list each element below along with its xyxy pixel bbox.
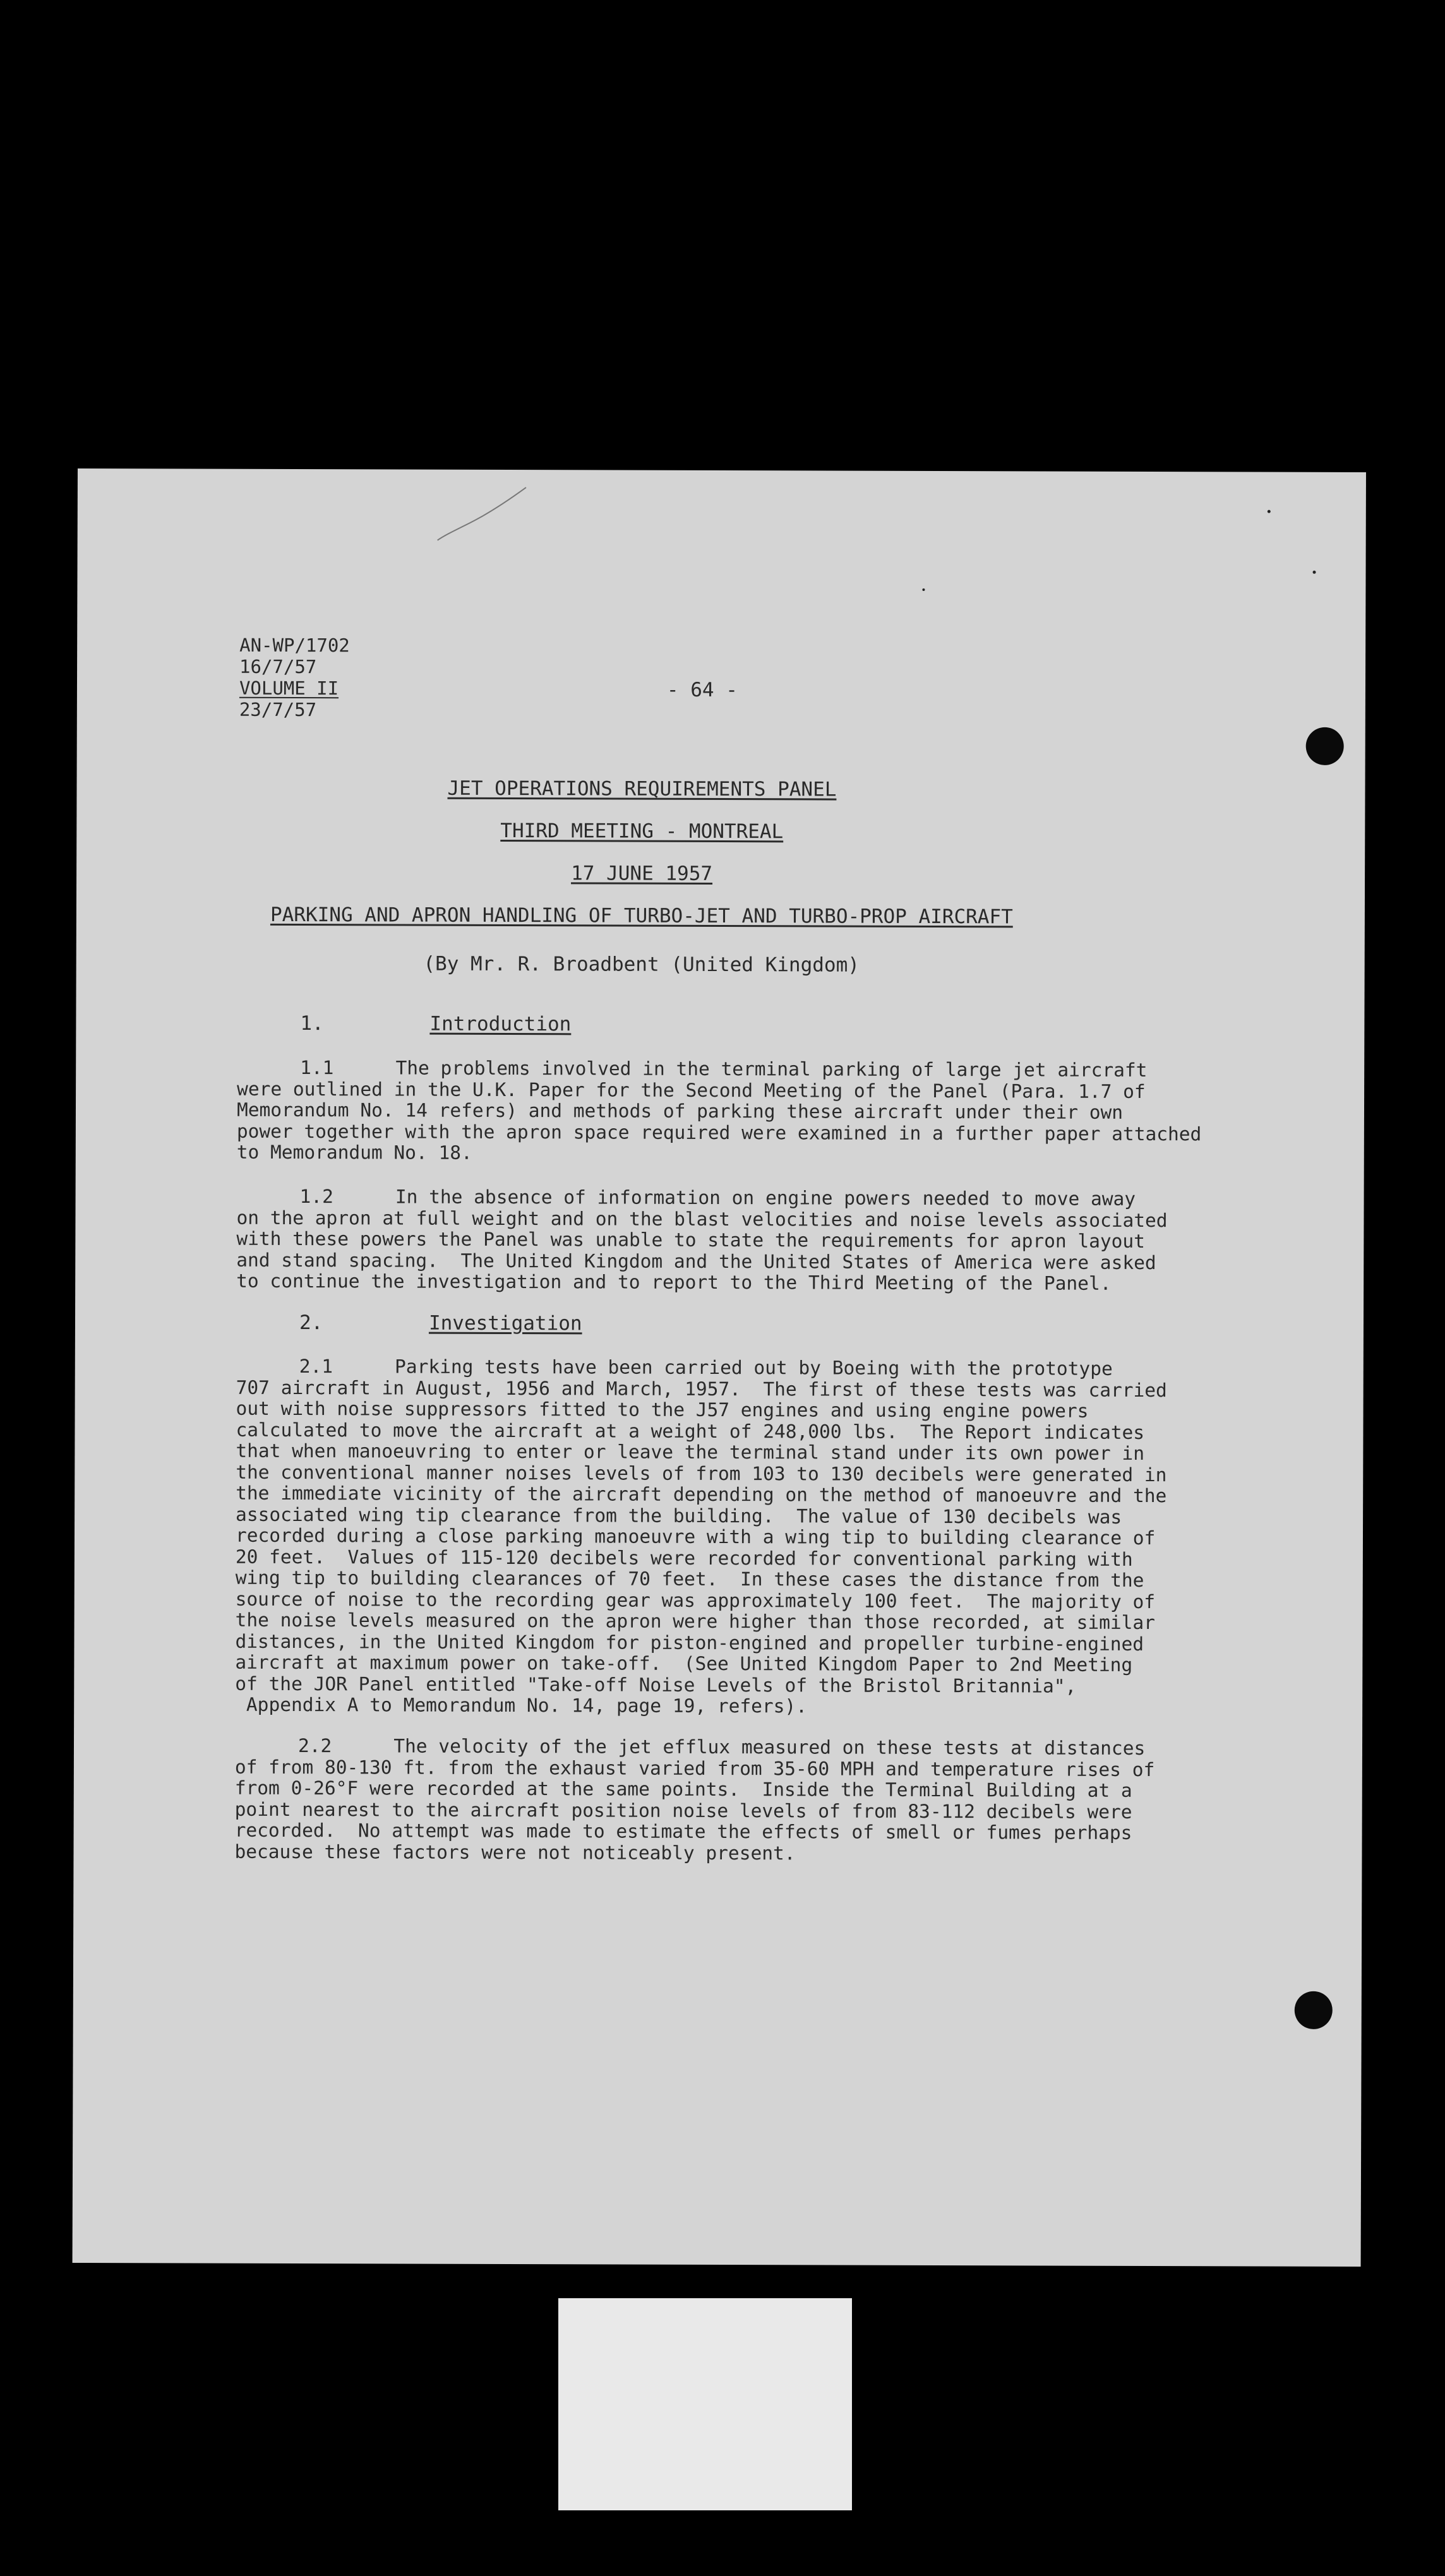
paragraph-line: of the JOR Panel entitled "Take-off Noise Levels of the Bristol Britannia", <box>235 1673 1077 1697</box>
document-reference <box>239 635 350 721</box>
pen-mark <box>431 482 532 546</box>
paragraph-number: 1.2 <box>299 1186 333 1208</box>
panel-heading: JET OPERATIONS REQUIREMENTS PANEL <box>447 777 837 801</box>
paragraph-line: point nearest to the aircraft position noise levels of from 83-112 decibels were <box>234 1798 1132 1823</box>
section-title: Investigation <box>428 1311 582 1335</box>
paragraph-number: 2.1 <box>299 1356 333 1378</box>
paragraph <box>236 1186 1168 1295</box>
paragraph-line: recorded during a close parking manoeuvre with a wing tip to building clearance of <box>235 1524 1156 1549</box>
reference-volume: VOLUME II <box>239 677 339 700</box>
paper-title: PARKING AND APRON HANDLING OF TURBO-JET AND TURBO-PROP AIRCRAFT <box>270 903 1013 929</box>
paragraph-line: on the apron at full weight and on the blast velocities and noise levels associated <box>236 1207 1168 1231</box>
paragraph-line: of from 80-130 ft. from the exhaust varied from 35-60 MPH and temperature rises of <box>234 1756 1155 1780</box>
paragraph-line: source of noise to the recording gear was approximately 100 feet. The majority of <box>235 1588 1156 1613</box>
paragraph-number: 1.1 <box>300 1057 334 1079</box>
paragraph-line: to continue the investigation and to report to the Third Meeting of the Panel. <box>236 1270 1112 1294</box>
reference-date-revised: 23/7/57 <box>239 698 317 721</box>
paragraph-line: with these powers the Panel was unable to state the requirements for apron layout <box>236 1227 1146 1253</box>
paragraph-line: 2.2 The velocity of the jet efflux measured on these tests at distances <box>297 1735 1146 1760</box>
paragraph-line: Appendix A to Memorandum No. 14, page 19, refers). <box>235 1693 808 1717</box>
paragraph <box>235 1356 1167 1719</box>
paragraph-line: were outlined in the U.K. Paper for the Second Meeting of the Panel (Para. 1.7 of <box>237 1078 1146 1102</box>
paragraph-line: out with noise suppressors fitted to the J57 engines and using engine powers <box>236 1397 1089 1422</box>
paragraph-line: 2.1 Parking tests have been carried out by Boeing with the prototype <box>299 1356 1113 1380</box>
section-number: 1. <box>300 1012 324 1035</box>
reference-code: AN-WP/1702 <box>239 634 350 657</box>
paragraph-line: calculated to move the aircraft at a weight of 248,000 lbs. The Report indicates <box>236 1419 1145 1443</box>
paragraph-line: wing tip to building clearances of 70 feet. In these cases the distance from the <box>235 1566 1144 1592</box>
ink-speck <box>1268 510 1271 513</box>
paragraph-line: Memorandum No. 14 refers) and methods of parking these aircraft under their own <box>236 1099 1124 1123</box>
meeting-heading: THIRD MEETING - MONTREAL <box>500 819 784 844</box>
paragraph-line: from 0-26°F were recorded at the same points. Inside the Terminal Building at a <box>234 1777 1132 1801</box>
paragraph-line: the immediate vicinity of the aircraft depending on the method of manoeuvre and the <box>236 1482 1167 1507</box>
paragraph-line: 707 aircraft in August, 1956 and March, 1957. The first of these tests was carried <box>236 1376 1167 1401</box>
paragraph-line: associated wing tip clearance from the building. The value of 130 decibels was <box>236 1503 1122 1528</box>
punch-hole <box>1295 1991 1333 2029</box>
paragraph <box>234 1736 1154 1865</box>
paragraph-number: 2.2 <box>297 1735 332 1757</box>
paragraph-line: 1.2 In the absence of information on engine powers needed to move away <box>299 1186 1136 1210</box>
paragraph-line: aircraft at maximum power on take-off. (See United Kingdom Paper to 2nd Meeting <box>235 1651 1133 1676</box>
paragraph-line: that when manoeuvring to enter or leave the terminal stand under its own power in <box>236 1440 1145 1465</box>
paragraph-line: 1.1 The problems involved in the terminal parking of large jet aircraft <box>300 1057 1148 1082</box>
ink-speck <box>1313 571 1316 574</box>
paragraph-line: distances, in the United Kingdom for piston-engined and propeller turbine-engined <box>235 1630 1144 1655</box>
paragraph-line: recorded. No attempt was made to estimate the effects of smell or fumes perhaps <box>234 1819 1132 1844</box>
paragraph-line: the conventional manner noises levels of from 103 to 130 decibels were generated in <box>236 1461 1167 1486</box>
paragraph-line: the noise levels measured on the apron were higher than those recorded, at similar <box>235 1609 1156 1634</box>
reference-date: 16/7/57 <box>239 655 317 678</box>
blank-card <box>558 2298 852 2510</box>
section-number: 2. <box>299 1311 323 1335</box>
paragraph-line: because these factors were not noticeably present. <box>234 1840 796 1864</box>
paragraph-line: and stand spacing. The United Kingdom and the United States of America were asked <box>236 1249 1156 1273</box>
date-heading: 17 JUNE 1957 <box>571 862 713 885</box>
page-number: - 64 - <box>666 678 738 702</box>
section-title: Introduction <box>429 1012 572 1036</box>
paragraph-line: power together with the apron space required were examined in a further paper attached <box>236 1120 1202 1145</box>
paragraph-line: to Memorandum No. 18. <box>236 1141 472 1164</box>
author-line: (By Mr. R. Broadbent (United Kingdom) <box>423 952 860 977</box>
punch-hole <box>1306 727 1344 765</box>
ink-speck <box>922 588 925 591</box>
document-page <box>73 468 1366 2267</box>
paragraph <box>237 1058 1202 1166</box>
paragraph-line: 20 feet. Values of 115-120 decibels were recorded for conventional parking with <box>235 1546 1133 1570</box>
